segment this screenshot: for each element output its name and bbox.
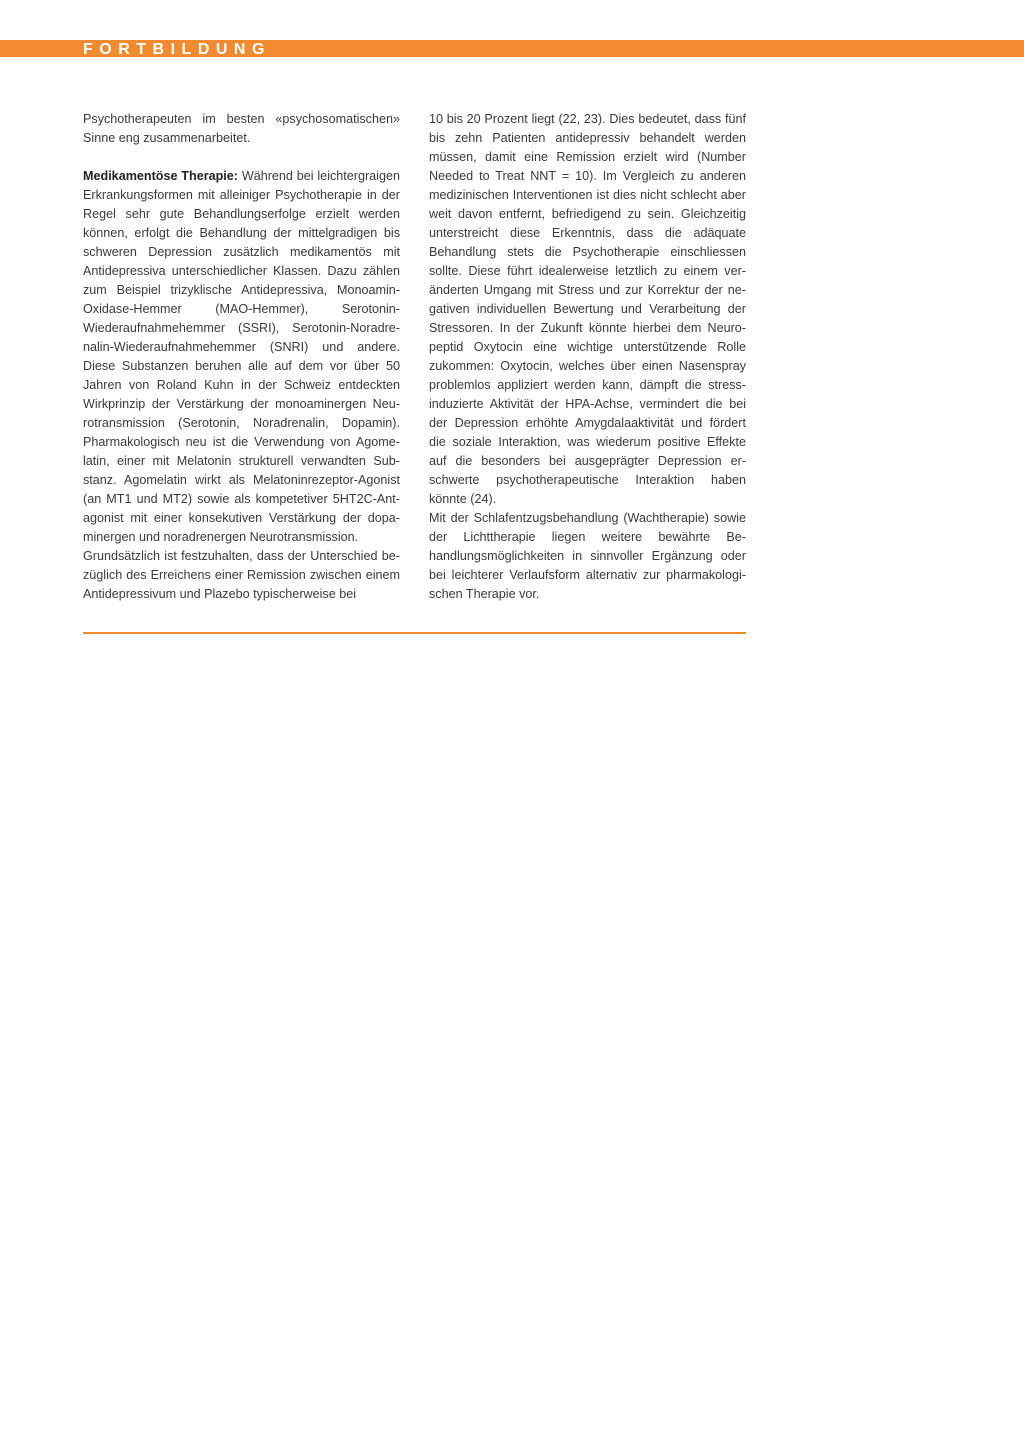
paragraph-sleep-light-therapy: Mit der Schlafentzugsbehandlung (Wachtherapie) sowie der Lichttherapie liegen weitere bewährte Behandlungsmöglichkeiten in sinnvoller Ergänzung oder bei leichterer Verlaufsform alternativ zur pharmakologischen Therapie vor.: [429, 511, 746, 601]
article-column-left: [83, 110, 400, 604]
paragraph-intro-continuation: Psychotherapeuten im besten «psychosomatischen» Sinne eng zusammenarbeitet.: [83, 112, 400, 145]
paragraph-nnt-discussion: 10 bis 20 Prozent liegt (22, 23). Dies bedeutet, dass fünf bis zehn Patienten antidepressiv behandelt werden müssen, damit eine Remission erzielt wird (Number Needed to Treat NNT = 10). Im Vergleich zu anderen medizinischen Interventionen ist dies nicht schlecht aber weit davon entfernt, befriedigend zu sein. Gleichzeitig unterstreicht diese Erkenntnis, dass die adäquate Behandlung stets die Psychotherapie einschliessen sollte. Diese führt idealerweise letztlich zu einem veränderten Umgang mit Stress und zur Korrektur der negativen individuellen Bewertung und Verarbeitung der Stressoren. In der Zukunft könnte hierbei dem Neuropeptid Oxytocin eine wichtige unterstützende Rolle zukommen: Oxytocin, welches über einen Nasenspray problemlos appliziert werden kann, dämpft die stressinduzierte Aktivität der HPA-Achse, vermindert die bei der Depression erhöhte Amygdalaaktivität und fördert die soziale Interaktion, was wiederum positive Effekte auf die besonders bei ausgeprägter Depression erschwerte psychotherapeutische Interaktion haben könnte (24).: [429, 112, 746, 506]
section-header-bar: [0, 40, 1024, 57]
paragraph-medication-therapy: [83, 167, 400, 547]
paragraph-remission-difference: Grundsätzlich ist festzuhalten, dass der Unterschied bezüglich des Erreichens einer Remission zwischen einem Antidepressivum und Plazebo typischerweise bei: [83, 549, 400, 601]
article-end-rule: [83, 632, 746, 634]
paragraph-heading: Medikamentöse Therapie:: [83, 169, 238, 183]
section-title: FORTBILDUNG: [83, 41, 271, 58]
paragraph-body: Während bei leichtergraigen Erkrankungsformen mit alleiniger Psychotherapie in der Regel sehr gute Behandlungserfolge erzielt werden können, erfolgt die Behandlung der mittelgradigen bis schweren Depression zusätzlich medikamentös mit Antidepressiva unterschiedlicher Klassen. Dazu zählen zum Beispiel trizyklische Antidepressiva, Monoamin-Oxidase-Hemmer (MAO-Hemmer), Serotonin-Wiederaufnahmehemmer (SSRI), Serotonin-Noradrenalin-Wiederaufnahmehemmer (SNRI) und andere. Diese Substanzen beruhen alle auf dem vor über 50 Jahren von Roland Kuhn in der Schweiz entdeckten Wirkprinzip der Verstärkung der monoaminergen Neurotransmission (Serotonin, Noradrenalin, Dopamin). Pharmakologisch neu ist die Verwendung von Agomelatin, einer mit Melatonin strukturell verwandten Substanz. Agomelatin wirkt als Melatoninrezeptor-Agonist (an MT1 und MT2) sowie als kompetetiver 5HT2C-Antagonist mit einer konsekutiven Verstärkung der dopaminergen und noradrenergen Neurotransmission.: [83, 169, 400, 544]
article-column-right: [429, 110, 746, 604]
